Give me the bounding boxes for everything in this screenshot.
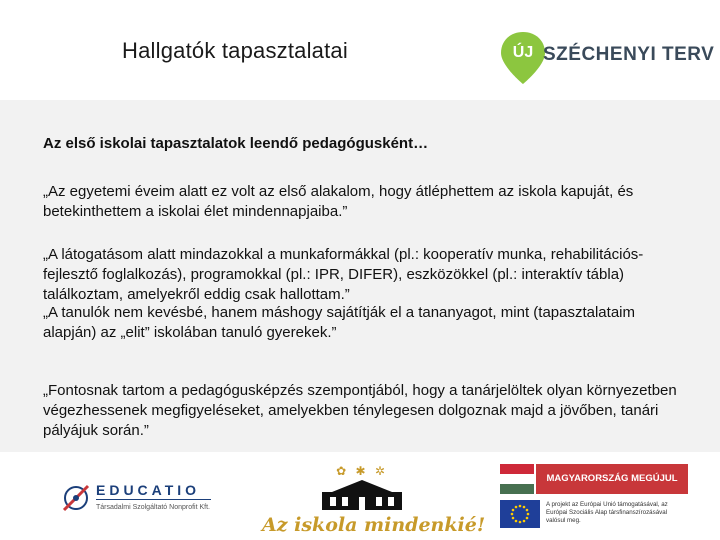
slide-title: Hallgatók tapasztalatai [122, 38, 348, 63]
content-panel [0, 100, 720, 452]
mm-banner: MAGYARORSZÁG MEGÚJUL [536, 464, 688, 494]
quote-4: „Fontosnak tartom a pedagógusképzés szempontjából, hogy a tanárjelöltek olyan környezetben végezhessenek megfigyeléseket, amelyekben ténylegesen dolgoznak majd a jövőben, tanári pályájuk során.” [43, 382, 677, 439]
educatio-name: EDUCATIO [96, 482, 201, 498]
eu-flag-icon [500, 500, 540, 528]
iskola-slogan: Az iskola mindenkié! [262, 514, 486, 536]
quote-3: „A tanulók nem kevésbé, hanem máshogy sajátítják el a tananyagot, mint (tapasztalataim alapján) az „elit” iskolában tanuló gyerekek.” [43, 304, 635, 341]
stars-icon: ✿ ✱ ✲ [336, 464, 388, 478]
quote-1: „Az egyetemi éveim alatt ez volt az első alakalom, hogy átléphettem az iskola kapuját, és betekinthettem a iskolai élet mindennapjaiba.” [43, 183, 634, 220]
magyarorszag-megujul-logo [500, 464, 690, 536]
logo-badge-text: ÚJ [512, 44, 534, 61]
school-building-icon [322, 480, 402, 510]
slide-footer [0, 452, 720, 540]
quote-2: „A látogatásom alatt mindazokkal a munkaformákkal (pl.: kooperatív munka, rehabilitációs-fejlesztő foglalkozás), programokkal (pl.: IPR, DIFER), eszközökkel (pl.: interaktív tábla) találkoztam, amelyekről eddig csak hallottam.” [43, 246, 644, 303]
content-subtitle: Az első iskolai tapasztalatok leendő pedagógusként… [43, 135, 429, 152]
educatio-emblem-icon [60, 480, 92, 520]
szechenyi-terv-logo [497, 30, 715, 86]
eu-support-text: A projekt az Európai Unió támogatásával, az Európai Szociális Alap társfinanszírozásával valósul meg. [546, 501, 668, 524]
iskola-mindenkie-logo [262, 464, 486, 536]
logo-brand-text: SZÉCHENYI TERV [543, 44, 715, 65]
educatio-subtitle: Társadalmi Szolgáltató Nonprofit Kft. [96, 504, 210, 511]
hungarian-flag-icon [500, 464, 534, 494]
slide-header [0, 0, 720, 100]
educatio-divider [96, 499, 211, 500]
educatio-logo [60, 480, 225, 525]
